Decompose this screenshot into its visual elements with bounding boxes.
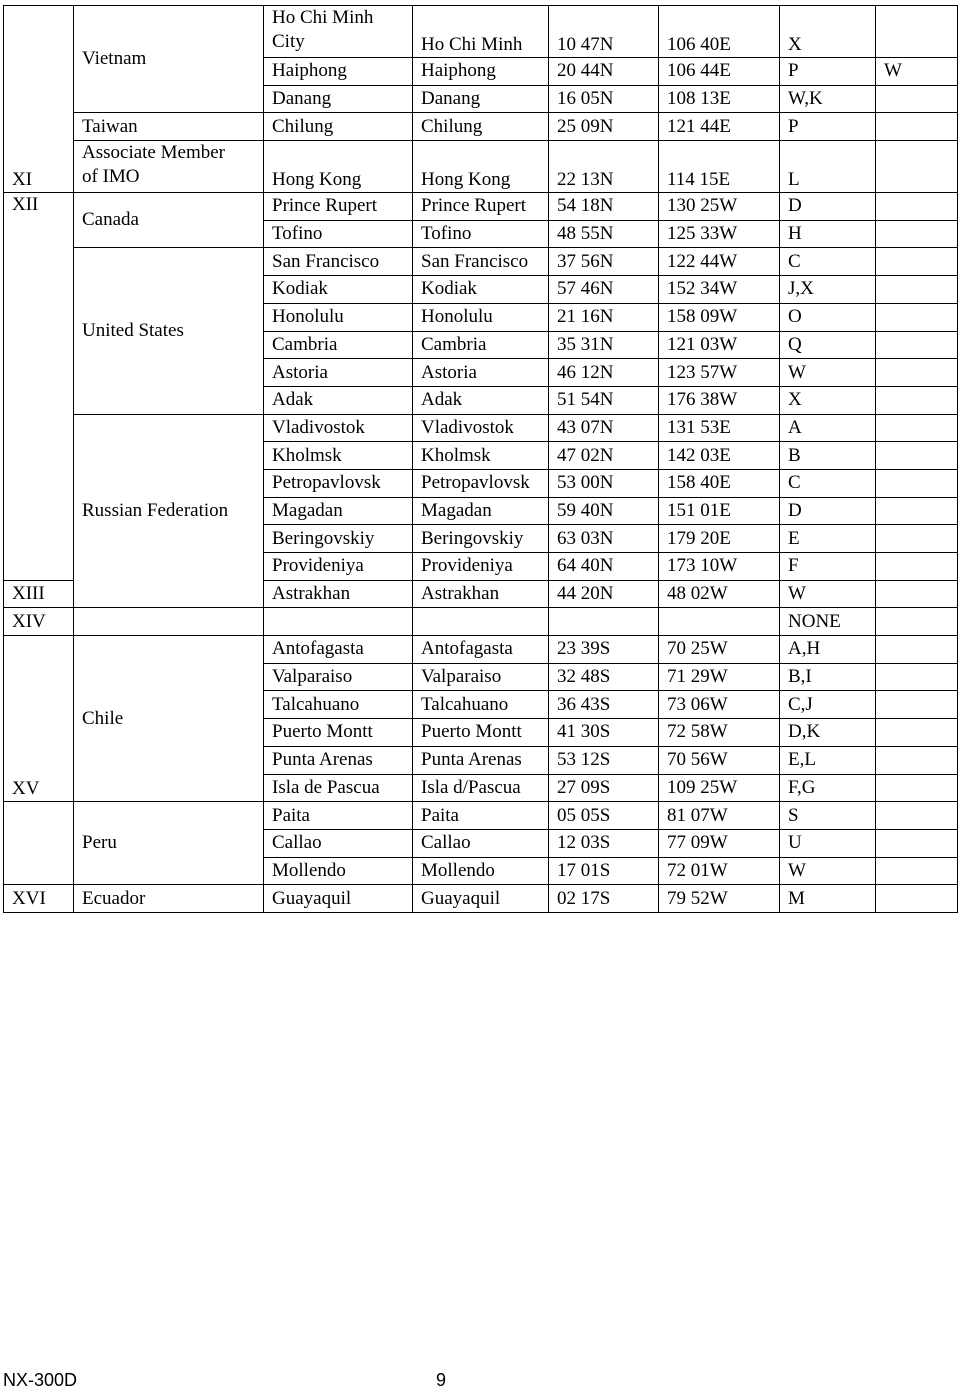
table-row	[4, 248, 958, 276]
station-cell: Talcahuano	[264, 691, 413, 719]
extra-cell	[876, 580, 958, 608]
navarea-cell	[4, 802, 74, 885]
station-name-cell: Callao	[413, 829, 549, 857]
longitude-cell: 158 09W	[659, 303, 780, 331]
longitude-cell: 73 06W	[659, 691, 780, 719]
station-cell: Astrakhan	[264, 580, 413, 608]
latitude-cell: 64 40N	[549, 553, 659, 581]
latitude-cell: 20 44N	[549, 58, 659, 86]
latitude-cell: 53 12S	[549, 746, 659, 774]
extra-cell	[876, 608, 958, 636]
extra-cell	[876, 248, 958, 276]
table-row	[4, 193, 958, 221]
extra-cell	[876, 141, 958, 193]
latitude-cell: 27 09S	[549, 774, 659, 802]
navarea-cell: XV	[4, 636, 74, 802]
extra-cell	[876, 6, 958, 58]
table-row	[4, 802, 958, 830]
code-cell: C	[780, 469, 876, 497]
latitude-cell: 12 03S	[549, 829, 659, 857]
longitude-cell: 48 02W	[659, 580, 780, 608]
navarea-cell: XII	[4, 193, 74, 581]
latitude-cell	[549, 608, 659, 636]
code-cell: J,X	[780, 276, 876, 304]
country-cell: Canada	[74, 193, 264, 248]
latitude-cell: 10 47N	[549, 6, 659, 58]
station-name-cell: Haiphong	[413, 58, 549, 86]
station-cell: Puerto Montt	[264, 719, 413, 747]
longitude-cell: 71 29W	[659, 663, 780, 691]
country-cell: Chile	[74, 636, 264, 802]
country-cell	[74, 141, 264, 193]
code-cell: D	[780, 497, 876, 525]
latitude-cell: 22 13N	[549, 141, 659, 193]
extra-cell	[876, 774, 958, 802]
station-cell: Beringovskiy	[264, 525, 413, 553]
longitude-cell: 125 33W	[659, 220, 780, 248]
station-name-cell: Punta Arenas	[413, 746, 549, 774]
station-cell: Paita	[264, 802, 413, 830]
extra-cell	[876, 193, 958, 221]
code-cell: H	[780, 220, 876, 248]
longitude-cell: 121 03W	[659, 331, 780, 359]
longitude-cell: 81 07W	[659, 802, 780, 830]
station-cell: Petropavlovsk	[264, 469, 413, 497]
station-name-cell: Mollendo	[413, 857, 549, 885]
station-name-cell: Hong Kong	[413, 141, 549, 193]
country-cell: United States	[74, 248, 264, 414]
station-name-cell: Kholmsk	[413, 442, 549, 470]
station-name-cell: Ho Chi Minh	[413, 6, 549, 58]
extra-cell	[876, 303, 958, 331]
station-name-cell: Kodiak	[413, 276, 549, 304]
extra-cell	[876, 469, 958, 497]
station-cell: Tofino	[264, 220, 413, 248]
station-name-cell: Magadan	[413, 497, 549, 525]
station-cell	[264, 608, 413, 636]
longitude-cell: 106 44E	[659, 58, 780, 86]
code-cell: A,H	[780, 636, 876, 664]
country-cell: Vietnam	[74, 6, 264, 113]
code-cell: O	[780, 303, 876, 331]
longitude-cell: 176 38W	[659, 386, 780, 414]
station-cell: Adak	[264, 386, 413, 414]
station-name-cell: Guayaquil	[413, 885, 549, 913]
extra-cell	[876, 885, 958, 913]
code-cell: W	[780, 359, 876, 387]
station-cell: Provideniya	[264, 553, 413, 581]
longitude-cell: 114 15E	[659, 141, 780, 193]
station-cell: Astoria	[264, 359, 413, 387]
station-name-cell: Vladivostok	[413, 414, 549, 442]
latitude-cell: 41 30S	[549, 719, 659, 747]
extra-cell	[876, 497, 958, 525]
navarea-cell: XIII	[4, 580, 74, 608]
station-cell: Isla de Pascua	[264, 774, 413, 802]
station-cell: Honolulu	[264, 303, 413, 331]
longitude-cell: 106 40E	[659, 6, 780, 58]
extra-cell	[876, 276, 958, 304]
station-name-cell: San Francisco	[413, 248, 549, 276]
longitude-cell: 70 56W	[659, 746, 780, 774]
longitude-cell: 108 13E	[659, 85, 780, 113]
station-name-cell: Puerto Montt	[413, 719, 549, 747]
table-row	[4, 885, 958, 913]
navarea-cell: XI	[4, 6, 74, 193]
code-cell: B	[780, 442, 876, 470]
station-cell: Antofagasta	[264, 636, 413, 664]
longitude-cell: 152 34W	[659, 276, 780, 304]
station-label: Ho Chi Minh City	[272, 7, 374, 52]
longitude-cell: 123 57W	[659, 359, 780, 387]
code-cell: S	[780, 802, 876, 830]
longitude-cell: 77 09W	[659, 829, 780, 857]
station-name-cell: Antofagasta	[413, 636, 549, 664]
extra-cell	[876, 719, 958, 747]
longitude-cell: 72 01W	[659, 857, 780, 885]
extra-cell	[876, 802, 958, 830]
longitude-cell: 72 58W	[659, 719, 780, 747]
station-name-cell: Provideniya	[413, 553, 549, 581]
station-name-cell: Prince Rupert	[413, 193, 549, 221]
longitude-cell: 122 44W	[659, 248, 780, 276]
country-cell: Ecuador	[74, 885, 264, 913]
navtex-station-table	[3, 5, 958, 913]
latitude-cell: 63 03N	[549, 525, 659, 553]
station-cell: Cambria	[264, 331, 413, 359]
code-cell: Q	[780, 331, 876, 359]
station-name-cell: Beringovskiy	[413, 525, 549, 553]
code-cell: M	[780, 885, 876, 913]
station-cell: Kodiak	[264, 276, 413, 304]
longitude-cell: 131 53E	[659, 414, 780, 442]
navarea-cell: XVI	[4, 885, 74, 913]
table-row	[4, 6, 958, 58]
latitude-cell: 32 48S	[549, 663, 659, 691]
code-cell: A	[780, 414, 876, 442]
latitude-cell: 53 00N	[549, 469, 659, 497]
code-cell: E,L	[780, 746, 876, 774]
code-cell: W,K	[780, 85, 876, 113]
latitude-cell: 47 02N	[549, 442, 659, 470]
code-cell: P	[780, 58, 876, 86]
longitude-cell: 109 25W	[659, 774, 780, 802]
code-cell: F	[780, 553, 876, 581]
station-name-cell: Valparaiso	[413, 663, 549, 691]
table-row	[4, 608, 958, 636]
table-row	[4, 414, 958, 442]
extra-cell	[876, 829, 958, 857]
latitude-cell: 02 17S	[549, 885, 659, 913]
station-name-cell: Petropavlovsk	[413, 469, 549, 497]
station-cell: Chilung	[264, 113, 413, 141]
code-cell: W	[780, 857, 876, 885]
station-name-cell	[413, 608, 549, 636]
station-name-cell: Adak	[413, 386, 549, 414]
station-name-cell: Honolulu	[413, 303, 549, 331]
station-cell: Mollendo	[264, 857, 413, 885]
station-cell: Danang	[264, 85, 413, 113]
code-cell: W	[780, 580, 876, 608]
station-cell: Hong Kong	[264, 141, 413, 193]
longitude-cell: 70 25W	[659, 636, 780, 664]
code-cell: B,I	[780, 663, 876, 691]
latitude-cell: 05 05S	[549, 802, 659, 830]
code-cell: C	[780, 248, 876, 276]
station-name-cell: Paita	[413, 802, 549, 830]
extra-cell	[876, 442, 958, 470]
code-cell: D	[780, 193, 876, 221]
code-cell: E	[780, 525, 876, 553]
latitude-cell: 35 31N	[549, 331, 659, 359]
extra-cell	[876, 331, 958, 359]
extra-cell	[876, 85, 958, 113]
latitude-cell: 57 46N	[549, 276, 659, 304]
code-cell: L	[780, 141, 876, 193]
station-cell: Callao	[264, 829, 413, 857]
table-row	[4, 141, 958, 193]
latitude-cell: 16 05N	[549, 85, 659, 113]
latitude-cell: 36 43S	[549, 691, 659, 719]
extra-cell	[876, 857, 958, 885]
station-name-cell: Isla d/Pascua	[413, 774, 549, 802]
extra-cell	[876, 691, 958, 719]
country-cell: Russian Federation	[74, 414, 264, 608]
latitude-cell: 44 20N	[549, 580, 659, 608]
station-cell: Kholmsk	[264, 442, 413, 470]
station-name-cell: Tofino	[413, 220, 549, 248]
extra-cell	[876, 386, 958, 414]
extra-cell: W	[876, 58, 958, 86]
latitude-cell: 23 39S	[549, 636, 659, 664]
station-cell	[264, 6, 413, 58]
station-name-cell: Chilung	[413, 113, 549, 141]
station-name-cell: Talcahuano	[413, 691, 549, 719]
station-name-cell: Astrakhan	[413, 580, 549, 608]
longitude-cell: 79 52W	[659, 885, 780, 913]
latitude-cell: 48 55N	[549, 220, 659, 248]
station-cell: Punta Arenas	[264, 746, 413, 774]
latitude-cell: 43 07N	[549, 414, 659, 442]
extra-cell	[876, 414, 958, 442]
navarea-cell: XIV	[4, 608, 74, 636]
extra-cell	[876, 113, 958, 141]
extra-cell	[876, 525, 958, 553]
code-cell: X	[780, 386, 876, 414]
longitude-cell: 173 10W	[659, 553, 780, 581]
page-number: 9	[436, 1370, 447, 1390]
station-cell: Vladivostok	[264, 414, 413, 442]
code-cell: C,J	[780, 691, 876, 719]
extra-cell	[876, 359, 958, 387]
latitude-cell: 21 16N	[549, 303, 659, 331]
footer-model: NX-300D	[3, 1370, 78, 1390]
country-cell	[74, 608, 264, 636]
latitude-cell: 54 18N	[549, 193, 659, 221]
table-row	[4, 636, 958, 664]
station-cell: San Francisco	[264, 248, 413, 276]
latitude-cell: 59 40N	[549, 497, 659, 525]
longitude-cell: 142 03E	[659, 442, 780, 470]
country-cell: Taiwan	[74, 113, 264, 141]
station-cell: Prince Rupert	[264, 193, 413, 221]
station-name-cell: Danang	[413, 85, 549, 113]
station-cell: Valparaiso	[264, 663, 413, 691]
latitude-cell: 46 12N	[549, 359, 659, 387]
longitude-cell: 121 44E	[659, 113, 780, 141]
latitude-cell: 17 01S	[549, 857, 659, 885]
code-cell: P	[780, 113, 876, 141]
latitude-cell: 37 56N	[549, 248, 659, 276]
code-cell: U	[780, 829, 876, 857]
station-cell: Guayaquil	[264, 885, 413, 913]
table-row	[4, 113, 958, 141]
code-cell: X	[780, 6, 876, 58]
code-cell: F,G	[780, 774, 876, 802]
extra-cell	[876, 220, 958, 248]
latitude-cell: 25 09N	[549, 113, 659, 141]
longitude-cell	[659, 608, 780, 636]
longitude-cell: 151 01E	[659, 497, 780, 525]
station-cell: Haiphong	[264, 58, 413, 86]
extra-cell	[876, 553, 958, 581]
country-label: Associate Member of IMO	[82, 142, 225, 188]
longitude-cell: 179 20E	[659, 525, 780, 553]
extra-cell	[876, 663, 958, 691]
longitude-cell: 130 25W	[659, 193, 780, 221]
code-cell: NONE	[780, 608, 876, 636]
code-cell: D,K	[780, 719, 876, 747]
station-name-cell: Astoria	[413, 359, 549, 387]
country-cell: Peru	[74, 802, 264, 885]
station-name-cell: Cambria	[413, 331, 549, 359]
latitude-cell: 51 54N	[549, 386, 659, 414]
extra-cell	[876, 636, 958, 664]
extra-cell	[876, 746, 958, 774]
longitude-cell: 158 40E	[659, 469, 780, 497]
station-cell: Magadan	[264, 497, 413, 525]
